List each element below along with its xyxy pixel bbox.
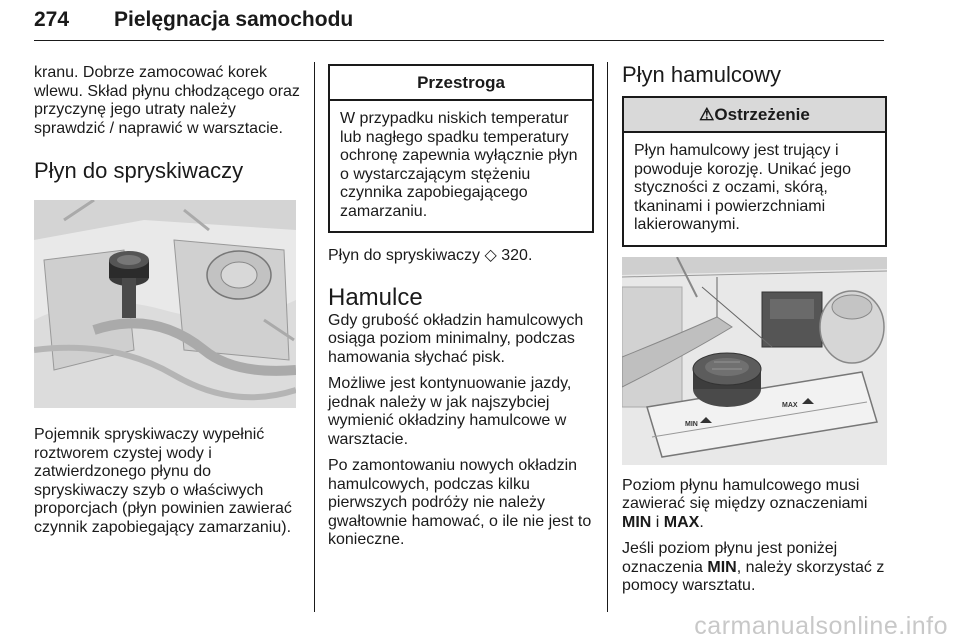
warning-body: Płyn hamulcowy jest trujący i powoduje korozję. Unikać jego styczności z oczami, skórą, tkaninami i powierzchniami lakierowanymi. <box>634 142 852 233</box>
page-reference-icon: ◇ <box>484 247 497 264</box>
brakes-paragraph-1: Gdy grubość okładzin hamulcowych osiąga poziom minimalny, podczas hamowania słychać pisk. <box>328 311 584 366</box>
washer-fluid-heading: Płyn do spryskiwaczy <box>34 158 244 183</box>
max-mark-label: MAX <box>782 401 798 409</box>
caution-box <box>328 64 594 233</box>
column-1 <box>34 64 302 537</box>
column-2 <box>328 64 594 550</box>
column-divider-1 <box>314 62 315 612</box>
header-rule <box>34 40 884 41</box>
page-number: 274 <box>34 8 70 31</box>
brake-fluid-low-text: Jeśli poziom płynu jest poniżej oznaczenia MIN, należy skorzystać z pomocy warsztatu. <box>622 540 885 594</box>
warning-box <box>622 96 887 247</box>
caution-title: Przestroga <box>330 66 592 101</box>
min-mark-label: MIN <box>685 420 698 428</box>
brakes-heading: Hamulce <box>328 283 423 311</box>
brake-reservoir-illustration <box>622 257 887 465</box>
caution-body: W przypadku niskich temperatur lub nagłego spadku temperatury ochronę zapewnia wyłącznie płyn o wystarczającym stężeniu czynnika zapobiegającego zamarzaniu. <box>340 110 578 220</box>
washer-fluid-reference: Płyn do spryskiwaczy ◇ 320. <box>328 247 533 264</box>
page-header <box>34 6 884 44</box>
column-3 <box>622 64 887 596</box>
warning-triangle-icon: ⚠ <box>699 105 715 124</box>
coolant-continuation-text: kranu. Dobrze zamocować korek wlewu. Skład płynu chłodzącego oraz przyczynę jego utraty należy sprawdzić / naprawić w warsztacie. <box>34 64 300 137</box>
column-divider-2 <box>607 62 608 612</box>
brakes-paragraph-2: Możliwe jest kontynuowanie jazdy, jednak należy w jak najszybciej wymienić okładziny hamulcowe w warsztacie. <box>328 375 572 448</box>
washer-fluid-body: Pojemnik spryskiwaczy wypełnić roztworem czystej wody i zatwierdzonego płynu do spryskiwaczy szyb o właściwych proporcjach (płyn powinien zawierać czynnik zapobiegający zamarzaniu). <box>34 426 292 536</box>
brake-fluid-heading: Płyn hamulcowy <box>622 62 781 87</box>
warning-title: Ostrzeżenie <box>714 105 810 124</box>
brake-fluid-level-text: Poziom płynu hamulcowego musi zawierać się między oznaczeniami MIN i MAX. <box>622 476 868 531</box>
washer-reservoir-illustration <box>34 200 296 408</box>
brakes-paragraph-3: Po zamontowaniu nowych okładzin hamulcowych, podczas kilku pierwszych podróży nie należy gwałtownie hamować, o ile nie jest to konieczne. <box>328 457 592 548</box>
warning-title-bar <box>624 98 885 133</box>
chapter-title: Pielęgnacja samochodu <box>114 8 354 31</box>
watermark: carmanualsonline.info <box>694 612 948 640</box>
